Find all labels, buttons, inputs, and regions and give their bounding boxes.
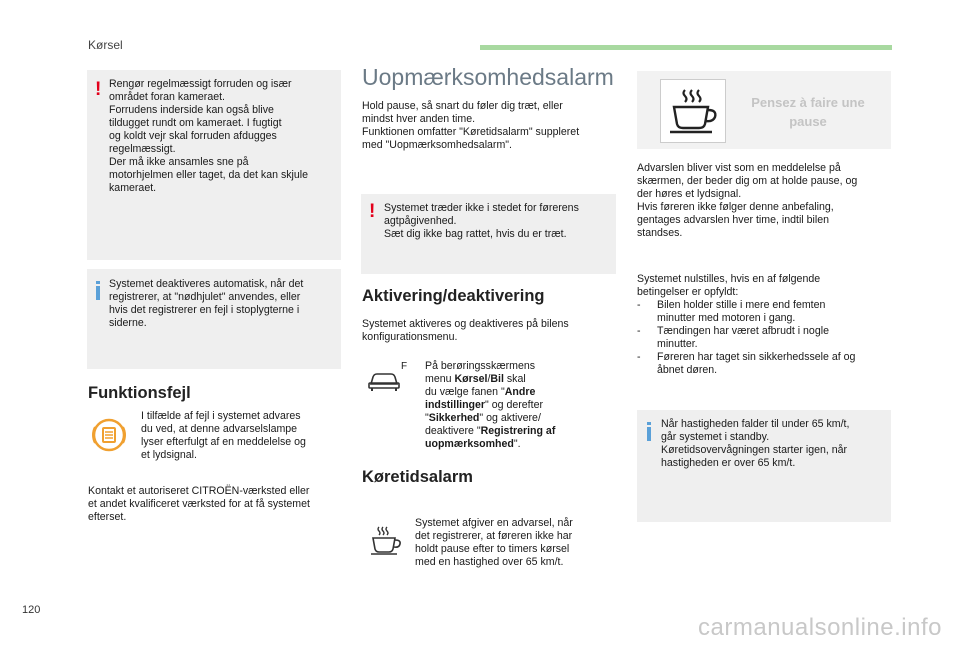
warning-box-fatigue <box>361 194 616 274</box>
list-item: - Bilen holder stille i mere end femten minutter med motoren i gang. <box>637 299 893 325</box>
drivetime-text: Systemet afgiver en advarsel, når det registrerer, at føreren ikke har holdt pause efter to timers kørsel med en hastighed over 65 km/t. <box>415 517 573 568</box>
warning-box-text: Systemet træder ikke i stedet for førerens agtpågivenhed. Sæt dig ikke bag rattet, hvis du er træt. <box>384 202 579 240</box>
menu-line-2-pre: menu <box>425 373 455 385</box>
menu-registrering: Registrering af <box>480 425 556 437</box>
warning-display-text: Advarslen bliver vist som en meddelelse på skærmen, der beder dig om at holde pause, og der høres et lydsignal. Hvis føreren ikke følger denne anbefaling, gentages advarslen hver time, indtil bilen standses. <box>637 162 858 239</box>
section-label: Kørsel <box>88 38 123 52</box>
menu-line-4-post: " og derefter <box>485 399 543 411</box>
attention-intro-text: Hold pause, så snart du føler dig træt, eller mindst hver anden time. Funktionen omfatter "Køretidsalarm" suppleret med "Uopmærksomhedsalarm". <box>362 100 580 151</box>
section-accent-bar <box>480 45 892 50</box>
instruction-bullet: F <box>401 361 408 372</box>
watermark: carmanualsonline.info <box>698 614 942 641</box>
reset-conditions-list <box>637 299 893 377</box>
menu-line-1: På berøringsskærmens <box>425 360 536 372</box>
reset-condition-2: Tændingen har været afbrudt i nogle minutter. <box>657 325 829 350</box>
list-item: - Tændingen har været afbrudt i nogle minutter. <box>637 325 893 351</box>
info-box-standby <box>637 410 891 522</box>
screen-message-text <box>733 93 883 131</box>
coffee-cup-screen-icon-frame <box>660 79 726 143</box>
info-icon <box>647 422 651 441</box>
contact-text: Kontakt et autoriseret CITROËN-værksted eller et andet kvalificeret værksted for at få systemet efterset. <box>88 485 310 523</box>
attention-alarm-title: Uopmærksomhedsalarm <box>362 64 614 90</box>
activation-heading: Aktivering/deaktivering <box>362 287 545 305</box>
info-box-deactivation <box>87 269 341 369</box>
fault-warning-lamp-icon <box>88 414 130 456</box>
coffee-cup-icon <box>366 522 406 558</box>
menu-andre: Andre <box>504 386 536 398</box>
menu-line-5-post: " og aktivere/ <box>479 412 541 424</box>
menu-indstillinger: indstillinger <box>425 399 486 411</box>
car-icon <box>366 366 402 394</box>
menu-line-6-pre: deaktivere " <box>425 425 481 437</box>
menu-line-5-pre: " <box>425 412 429 424</box>
reset-condition-1: Bilen holder stille i mere end femten minutter med motoren i gang. <box>657 299 826 324</box>
activation-text: Systemet aktiveres og deaktiveres på bilens konfigurationsmenu. <box>362 318 569 343</box>
screen-message-line-1: Pensez à faire une <box>751 95 865 110</box>
menu-line-3-pre: du vælge fanen " <box>425 386 505 398</box>
fault-text: I tilfælde af fejl i systemet advares du ved, at denne advarselslampe lyser efterfulgt af en meddelelse og et lydsignal. <box>141 410 306 461</box>
menu-bil: Bil <box>490 373 504 385</box>
info-box-text: Systemet deaktiveres automatisk, når det registrerer, at "nødhjulet" anvendes, eller hvis det registrerer en fejl i stoplygterne i siderne. <box>109 278 304 329</box>
reset-condition-3: Føreren har taget sin sikkerhedssele af og åbnet døren. <box>657 351 856 376</box>
screen-message-line-2: pause <box>789 114 827 129</box>
menu-kørsel: Kørsel <box>454 373 488 385</box>
warning-exclamation-icon: ! <box>369 201 376 222</box>
menu-uopmærksomhed: uopmærksomhed <box>425 438 514 450</box>
menu-slash: / <box>487 373 491 385</box>
info-box-text: Når hastigheden falder til under 65 km/t, går systemet i standby. Køretidsovervågningen starter igen, når hastigheden er over 65 km/t. <box>661 418 850 469</box>
reset-intro-text: Systemet nulstilles, hvis en af følgende betingelser er opfyldt: <box>637 273 821 298</box>
page-number: 120 <box>22 604 41 616</box>
drivetime-heading: Køretidsalarm <box>362 468 473 486</box>
fault-heading: Funktionsfejl <box>88 384 191 402</box>
menu-line-7-post: ". <box>513 438 521 450</box>
warning-box-text: Rengør regelmæssigt forruden og især området foran kameraet. Forrudens inderside kan også blive tildugget rundt om kameraet. I fugtigt og koldt vejr skal forruden afdugges regelmæssigt. Der må ikke ansamles sne på motorhjelmen eller taget, da det kan skjule kameraet. <box>109 78 309 194</box>
menu-instructions <box>401 360 613 451</box>
warning-box-camera <box>87 70 341 260</box>
menu-line-2-post: skal <box>503 373 526 385</box>
menu-sikkerhed: Sikkerhed <box>428 412 480 424</box>
warning-exclamation-icon: ! <box>95 79 102 100</box>
screen-message-illustration <box>637 71 891 149</box>
coffee-cup-icon <box>661 80 725 142</box>
list-item: - Føreren har taget sin sikkerhedssele af og åbnet døren. <box>637 351 893 377</box>
info-icon <box>96 281 100 300</box>
